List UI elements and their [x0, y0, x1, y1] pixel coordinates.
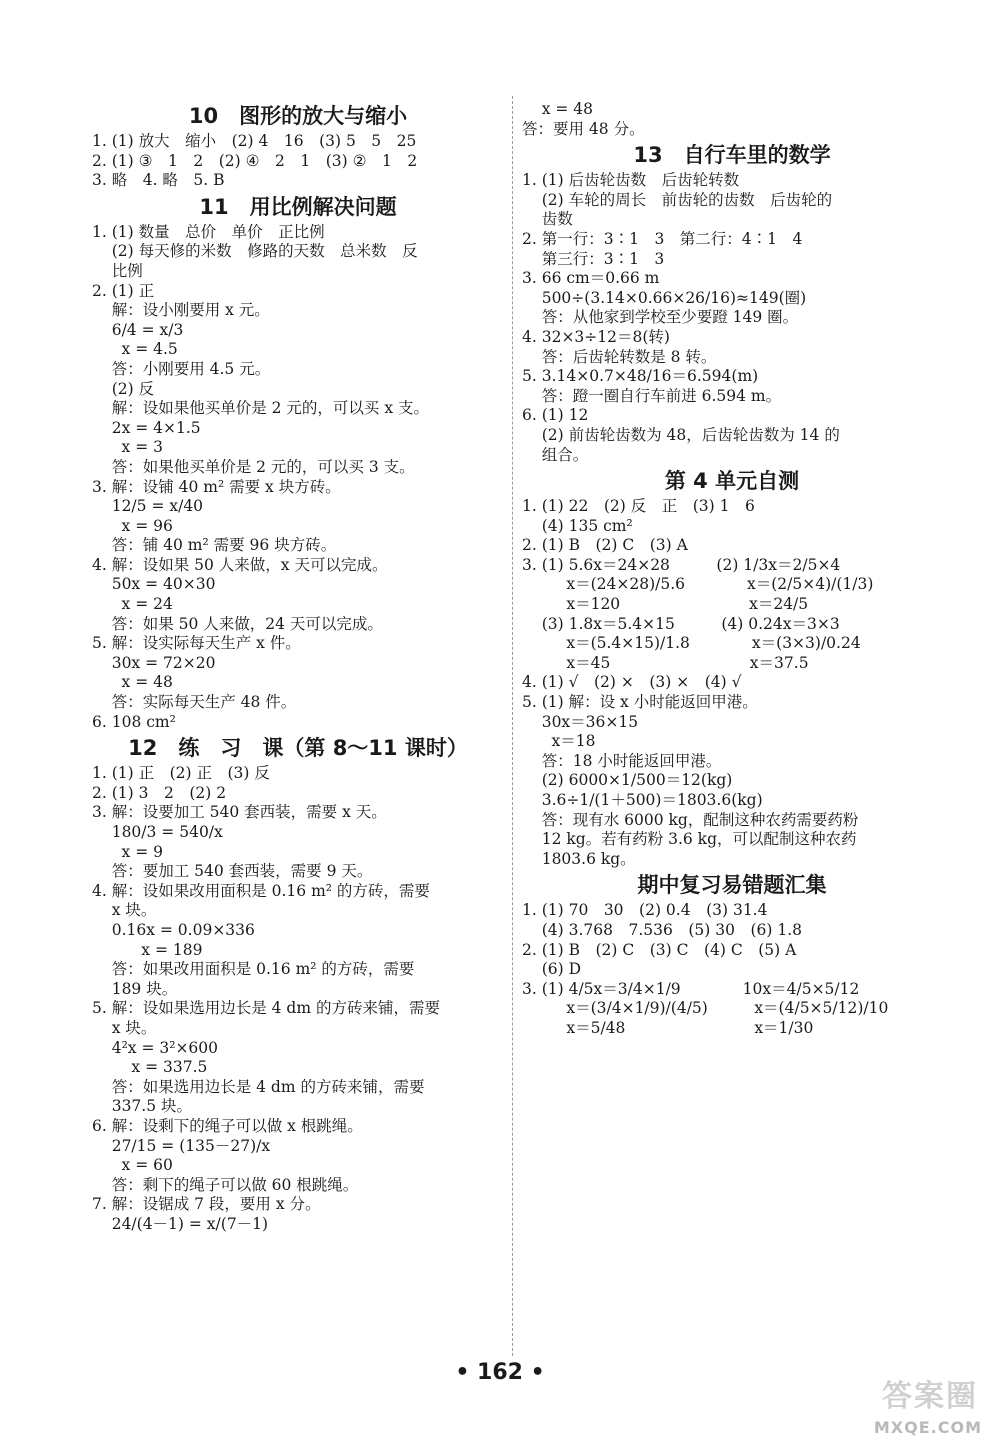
answer-line: 2. (1) B (2) C (3) C (4) C (5) A — [522, 940, 797, 959]
answer-line: 答：蹬一圈自行车前进 6.594 m。 — [522, 386, 782, 405]
answer-line: 0.16x = 0.09×336 — [92, 920, 255, 939]
answer-line: 12 kg。若有药粉 3.6 kg，可以配制这种农药 — [522, 830, 857, 849]
answer-line: 齿数 — [522, 210, 573, 229]
answer-line: (4) 135 cm² — [522, 516, 633, 535]
answer-section — [92, 102, 504, 191]
answer-section — [92, 734, 504, 1234]
answer-line: 180/3 = 540/x — [92, 823, 223, 841]
answer-line: 1803.6 kg。 — [522, 849, 636, 868]
answer-line: 2. (1) B (2) C (3) A — [522, 536, 688, 555]
left-column — [92, 100, 504, 1234]
answer-line: 解：设小刚要用 x 元。 — [92, 301, 270, 320]
answer-line: 答：如果他买单价是 2 元的，可以买 3 支。 — [92, 457, 415, 476]
answer-line: x = 337.5 — [92, 1058, 208, 1077]
answer-line: 4. 解：设如果改用面积是 0.16 m² 的方砖，需要 — [92, 881, 430, 900]
answer-line: 5. 解：设如果选用边长是 4 dm 的方砖来铺，需要 — [92, 999, 440, 1018]
right-column — [522, 100, 942, 1039]
answer-line: 50x = 40×30 — [92, 575, 216, 594]
answer-line: 27/15 = (135－27)/x — [92, 1136, 271, 1155]
answer-section — [92, 193, 504, 732]
answer-line: x = 96 — [92, 516, 173, 535]
answer-line: 答：要用 48 分。 — [522, 119, 645, 138]
answer-section — [522, 141, 942, 465]
answer-line: x = 9 — [92, 842, 164, 861]
answer-line: 答：现有水 6000 kg，配制这种农药需要药粉 — [522, 810, 859, 829]
answer-line: x = 48 — [522, 100, 594, 118]
answer-line: 3.6÷1/(1＋500)＝1803.6(kg) — [522, 791, 763, 809]
answer-line: 6. 解：设剩下的绳子可以做 x 根跳绳。 — [92, 1116, 363, 1135]
answer-line: 12/5 = x/40 — [92, 497, 204, 516]
section-title: 12 练 习 课（第 8～11 课时） — [128, 736, 468, 761]
answer-section — [522, 467, 942, 869]
answer-line: 4²x = 3²×600 — [92, 1038, 219, 1057]
answer-line: 30x＝36×15 — [522, 712, 639, 731]
answer-line: x＝5/48 x＝1/30 — [522, 1018, 814, 1037]
answer-line: 1. (1) 放大 缩小 (2) 4 16 (3) 5 5 25 — [92, 132, 417, 150]
answer-line: x = 48 — [92, 673, 173, 692]
answer-line: 30x = 72×20 — [92, 653, 216, 672]
answer-line: 答：后齿轮转数是 8 转。 — [522, 347, 717, 366]
answer-line: 答：小刚要用 4.5 元。 — [92, 359, 271, 378]
answer-line: x = 60 — [92, 1156, 173, 1175]
answer-line: (3) 1.8x＝5.4×15 (4) 0.24x＝3×3 — [522, 614, 840, 633]
answer-line: (2) 6000×1/500＝12(kg) — [522, 771, 733, 790]
answer-line: 1. (1) 数量 总价 单价 正比例 — [92, 222, 325, 241]
answer-line: 2. (1) 正 — [92, 281, 155, 300]
page-number: • 162 • — [455, 1360, 545, 1385]
answer-line: 189 块。 — [92, 979, 178, 998]
answer-line: x = 189 — [92, 940, 203, 959]
answer-line: 答：实际每天生产 48 件。 — [92, 693, 297, 712]
answer-line: x = 24 — [92, 595, 173, 614]
answer-line: 4. 解：设如果 50 人来做，x 天可以完成。 — [92, 555, 388, 574]
answer-line: 2x = 4×1.5 — [92, 418, 201, 437]
answer-line: (2) 反 — [92, 379, 155, 398]
answer-line: x = 4.5 — [92, 340, 178, 359]
answer-line: x＝45 x＝37.5 — [522, 653, 809, 672]
answer-line: 6. 108 cm² — [92, 712, 176, 731]
answer-line: 4. 32×3÷12＝8(转) — [522, 327, 670, 346]
answer-line: 6. (1) 12 — [522, 406, 589, 425]
answer-line: 比例 — [92, 261, 143, 280]
answer-line: 1. (1) 70 30 (2) 0.4 (3) 31.4 — [522, 901, 768, 920]
answer-line: 5. 解：设实际每天生产 x 件。 — [92, 634, 301, 653]
answer-line: 2. 第一行：3∶1 3 第二行：4∶1 4 — [522, 229, 803, 248]
answer-line: x = 3 — [92, 438, 164, 457]
answer-line: x＝(3/4×1/9)/(4/5) x＝(4/5×5/12)/10 — [522, 999, 889, 1018]
answer-line: 24/(4－1) = x/(7－1) — [92, 1214, 269, 1233]
answer-line: x＝18 — [522, 732, 596, 751]
answer-line: 答：铺 40 m² 需要 96 块方砖。 — [92, 536, 337, 555]
answer-line: 第三行：3∶1 3 — [522, 249, 665, 268]
answer-line: (4) 3.768 7.536 (5) 30 (6) 1.8 — [522, 920, 802, 939]
section-title: 期中复习易错题汇集 — [637, 873, 827, 898]
answer-line: x＝(5.4×15)/1.8 x＝(3×3)/0.24 — [522, 634, 861, 653]
answer-line: x 块。 — [92, 901, 157, 920]
answer-line: 2. (1) 3 2 (2) 2 — [92, 783, 227, 802]
answer-line: x 块。 — [92, 1018, 157, 1037]
answer-line: (2) 车轮的周长 前齿轮的齿数 后齿轮的 — [522, 190, 833, 209]
watermark-chinese: 答案圈 — [882, 1379, 978, 1414]
watermark — [832, 1369, 982, 1437]
section-title: 11 用比例解决问题 — [199, 194, 397, 219]
answer-line: 7. 解：设锯成 7 段，要用 x 分。 — [92, 1195, 321, 1214]
answer-line: 3. (1) 5.6x＝24×28 (2) 1/3x＝2/5×4 — [522, 555, 841, 574]
answer-section — [522, 871, 942, 1038]
answer-line: 500÷(3.14×0.66×26/16)≈149(圈) — [522, 288, 807, 307]
answer-line: 1. (1) 后齿轮齿数 后齿轮转数 — [522, 171, 740, 190]
answer-line: 5. (1) 解：设 x 小时能返回甲港。 — [522, 693, 758, 712]
answer-line: 解：设如果他买单价是 2 元的，可以买 x 支。 — [92, 399, 430, 418]
answer-line: (6) D — [522, 960, 582, 979]
answer-line: 5. 3.14×0.7×48/16＝6.594(m) — [522, 367, 759, 386]
answer-line: x＝(24×28)/5.6 x＝(2/5×4)/(1/3) — [522, 575, 874, 594]
answer-line: x＝120 x＝24/5 — [522, 595, 809, 614]
answer-line: 答：如果 50 人来做，24 天可以完成。 — [92, 614, 383, 633]
answer-line: (2) 前齿轮齿数为 48，后齿轮齿数为 14 的 — [522, 425, 840, 444]
answer-line: 答：18 小时能返回甲港。 — [522, 751, 722, 770]
answer-line: 3. 66 cm＝0.66 m — [522, 269, 660, 288]
answer-line: 337.5 块。 — [92, 1097, 193, 1116]
section-title: 10 图形的放大与缩小 — [188, 104, 408, 128]
answer-line: 组合。 — [522, 445, 589, 464]
answer-line: (2) 每天修的米数 修路的天数 总米数 反 — [92, 242, 418, 261]
answer-line: 1. (1) 正 (2) 正 (3) 反 — [92, 764, 270, 783]
answer-line: 4. (1) √ (2) × (3) × (4) √ — [522, 673, 742, 692]
watermark-domain: MXQE.COM — [873, 1418, 982, 1437]
answer-line: 答：从他家到学校至少要蹬 149 圈。 — [522, 308, 799, 327]
answer-line: 1. (1) 22 (2) 反 正 (3) 1 6 — [522, 497, 755, 516]
answer-line: 答：要加工 540 套西装，需要 9 天。 — [92, 862, 373, 881]
answer-line: 答：剩下的绳子可以做 60 根跳绳。 — [92, 1175, 359, 1194]
answer-line: 3. 略 4. 略 5. B — [92, 171, 225, 190]
answer-line: 2. (1) ③ 1 2 (2) ④ 2 1 (3) ② 1 2 — [92, 151, 418, 170]
section-title: 第 4 单元自测 — [664, 469, 800, 494]
answer-line: 3. 解：设要加工 540 套西装，需要 x 天。 — [92, 803, 387, 822]
answer-line: 6/4 = x/3 — [92, 320, 184, 339]
section-title: 13 自行车里的数学 — [633, 143, 831, 168]
answer-line: 3. (1) 4/5x＝3/4×1/9 10x＝4/5×5/12 — [522, 979, 860, 998]
answer-line: 答：如果改用面积是 0.16 m² 的方砖，需要 — [92, 960, 415, 979]
answer-line: 答：如果选用边长是 4 dm 的方砖来铺，需要 — [92, 1077, 425, 1096]
answer-line: 3. 解：设铺 40 m² 需要 x 块方砖。 — [92, 477, 341, 496]
column-divider — [512, 96, 513, 1356]
answer-section — [522, 100, 942, 139]
